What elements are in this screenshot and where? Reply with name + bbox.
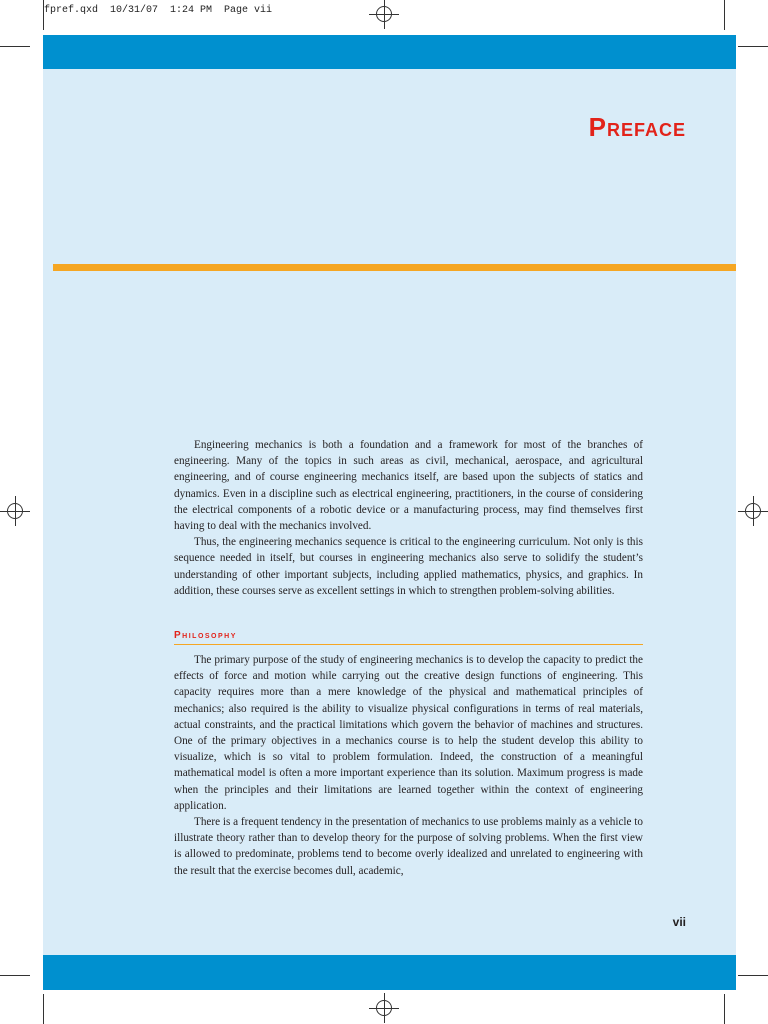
chapter-title: Preface: [588, 112, 686, 142]
registration-mark-right: [745, 503, 761, 519]
crop-mark-top-left: [43, 0, 44, 30]
top-color-band: [43, 35, 736, 69]
philosophy-text: [174, 652, 643, 879]
crop-mark-left-bottom: [0, 975, 30, 976]
crop-mark-right-bottom: [738, 975, 768, 976]
crop-mark-bottom-left: [43, 994, 44, 1024]
registration-mark-top: [376, 6, 392, 22]
page-number: vii: [672, 915, 686, 929]
crop-mark-bottom-right: [724, 994, 725, 1024]
crop-mark-top-right: [724, 0, 725, 30]
philosophy-paragraph: The primary purpose of the study of engineering mechanics is to develop the capacity to predict the effects of force and motion while carrying out the creative design functions of engineering. This capacity requires more than a mere knowledge of the physical and mathematical principles of mechanics; also required is the ability to visualize physical configurations in terms of real materials, actual constraints, and the practical limitations which govern the behavior of machines and structures. One of the primary objectives in a mechanics course is to help the student develop this ability to visualize, which is so vital to problem formulation. Indeed, the construction of a meaningful mathematical model is often a more important experience than its solution. Maximum progress is made when the principles and their limitations are learned together within the context of engineering application.: [174, 654, 643, 812]
bottom-color-band: [43, 955, 736, 990]
crop-mark-left-top: [0, 46, 30, 47]
registration-mark-bottom: [376, 1000, 392, 1016]
philosophy-paragraph: There is a frequent tendency in the presentation of mechanics to use problems mainly as a vehicle to illustrate theory rather than to develop theory for the purpose of solving problems. When the first view is allowed to predominate, problems tend to become overly idealized and unrelated to engineering with the result that the exercise becomes dull, academic,: [174, 816, 643, 877]
registration-mark-left: [7, 503, 23, 519]
file-slug: fpref.qxd 10/31/07 1:24 PM Page vii: [44, 5, 273, 16]
intro-text: [174, 437, 643, 599]
crop-mark-right-top: [738, 46, 768, 47]
section-heading-philosophy: Philosophy: [174, 629, 643, 645]
intro-paragraph: Engineering mechanics is both a foundation and a framework for most of the branches of engineering. Many of the topics in such areas as civil, mechanical, aerospace, and agricultural engineering, and of course engineering mechanics itself, are based upon the subjects of statics and dynamics. Even in a discipline such as electrical engineering, practitioners, in the course of considering the electrical components of a robotic device or a manufacturing process, may find themselves first having to deal with the mechanics involved.: [174, 439, 643, 533]
orange-divider-rule: [53, 264, 736, 271]
intro-paragraph: Thus, the engineering mechanics sequence is critical to the engineering curriculum. Not only is this sequence needed in itself, but courses in engineering mechanics also serve to solidify the student’s understanding of other important subjects, including applied mathematics, physics, and graphics. In addition, these courses serve as excellent settings in which to strengthen problem-solving abilities.: [174, 536, 643, 597]
